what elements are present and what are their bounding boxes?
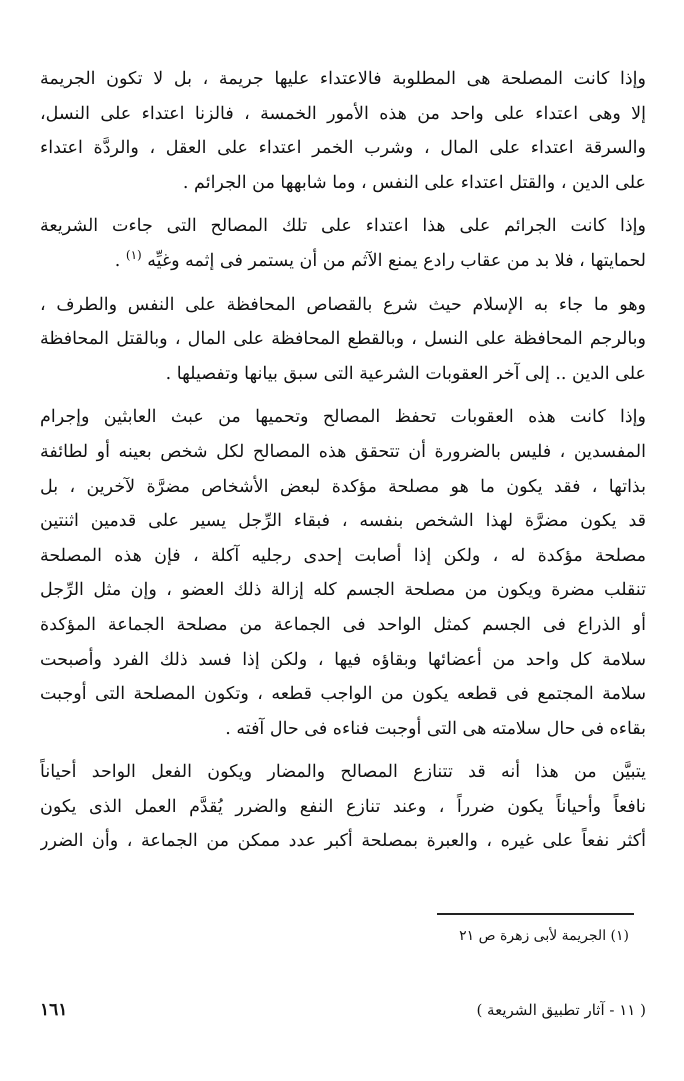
- text-line: وبالرجم المحافظة على النسل ، وبالقطع المحافظة على المال ، وبالقتل المحافظة: [40, 329, 646, 350]
- text-line: على الدين .. إلى آخر العقوبات الشرعية التى سبق بيانها وتفصيلها .: [165, 363, 646, 384]
- page-footer: [40, 995, 646, 1025]
- page-number: ١٦١: [40, 1000, 68, 1020]
- text-line: قد يكون مضرَّة لهذا الشخص بنفسه ، فبقاء الرِّجل يسير على قدمين اثنتين: [40, 511, 646, 532]
- footnote: (١) الجريمة لأبى زهرة ص ٢١: [459, 928, 629, 944]
- text-line: أكثر نفعاً على غيره ، والعبرة بمصلحة أكبر عدد ممكن من الجماعة ، وأن الضرر: [40, 831, 646, 852]
- text-line: وإذا كانت المصلحة هى المطلوبة فالاعتداء عليها جريمة ، بل لا تكون الجريمة: [40, 69, 646, 89]
- paragraph: [40, 400, 646, 746]
- text-line: لحمايتها ، فلا بد من عقاب رادع يمنع الآثم من أن يستمر فى إثمه وغيِّه: [147, 250, 646, 271]
- body-text: [40, 62, 646, 859]
- text-line: وهو ما جاء به الإسلام حيث شرع بالقصاص المحافظة على النفس والطرف ،: [40, 294, 646, 315]
- text-line: المفسدين ، فليس بالضرورة أن تتحقق هذه المصالح لكل شخص بعينه أو لطائفة: [40, 441, 646, 462]
- text-line: تنقلب مضرة ويكون من مصلحة الجسم كله إزالة ذلك العضو ، وإن مثل الرِّجل: [40, 580, 646, 601]
- running-title: ( ١١ - آثار تطبيق الشريعة ): [476, 1001, 646, 1019]
- paragraph: [40, 288, 646, 392]
- text-line: سلامة المجتمع فى قطعه يكون من الواجب قطعه ، وتكون المصلحة التى أوجبت: [40, 684, 646, 705]
- text-line: والسرقة اعتداء على المال ، وشرب الخمر اعتداء على العقل ، والردَّة اعتداء: [40, 138, 646, 159]
- footnote-divider: [437, 913, 634, 915]
- text-line: أو الذراع فى الجسم كمثل الواحد فى الجماعة من مصلحة الجماعة المؤكدة: [40, 614, 646, 635]
- paragraph: [40, 755, 646, 859]
- text-line: وإذا كانت الجرائم على هذا اعتداء على تلك المصالح التى جاءت الشريعة: [40, 216, 646, 237]
- text-line: على الدين ، والقتل اعتداء على النفس ، وما شابهها من الجرائم .: [182, 172, 646, 193]
- text-line: وإذا كانت هذه العقوبات تحفظ المصالح وتحميها من عبث العابثين وإجرام: [40, 407, 646, 428]
- paragraph: [40, 209, 646, 278]
- text-line: نافعاً وأحياناً يكون ضرراً ، وعند تنازع النفع والضرر يُقدَّم العمل الذى يكون: [40, 796, 646, 817]
- text-line: بذاتها ، فقد يكون ما هو مصلحة مؤكدة لبعض الأشخاص مضرَّة لآخرين ، بل: [40, 476, 646, 497]
- text-line-with-footnote: [40, 244, 646, 279]
- text-line: بقاءه فى حال سلامته هى التى أوجبت فناءه فى حال آفته .: [225, 718, 646, 739]
- text-line: يتبيَّن من هذا أنه قد تتنازع المصالح والمضار ويكون الفعل الواحد أحياناً: [40, 762, 646, 783]
- paragraph: [40, 62, 646, 200]
- text-line: سلامة كل واحد من أعضائها وبقاؤه فيها ، ولكن إذا فسد ذلك الفرد وأصبحت: [40, 649, 646, 670]
- footnote-reference[interactable]: (١): [125, 248, 142, 263]
- sentence-end: .: [114, 250, 121, 271]
- text-line: مصلحة مؤكدة له ، ولكن إذا أصابت إحدى رجليه آكلة ، فإن هذه المصلحة: [40, 545, 646, 566]
- text-line: إلا وهى اعتداء على واحد من هذه الأمور الخمسة ، فالزنا اعتداء على النسل،: [40, 103, 646, 124]
